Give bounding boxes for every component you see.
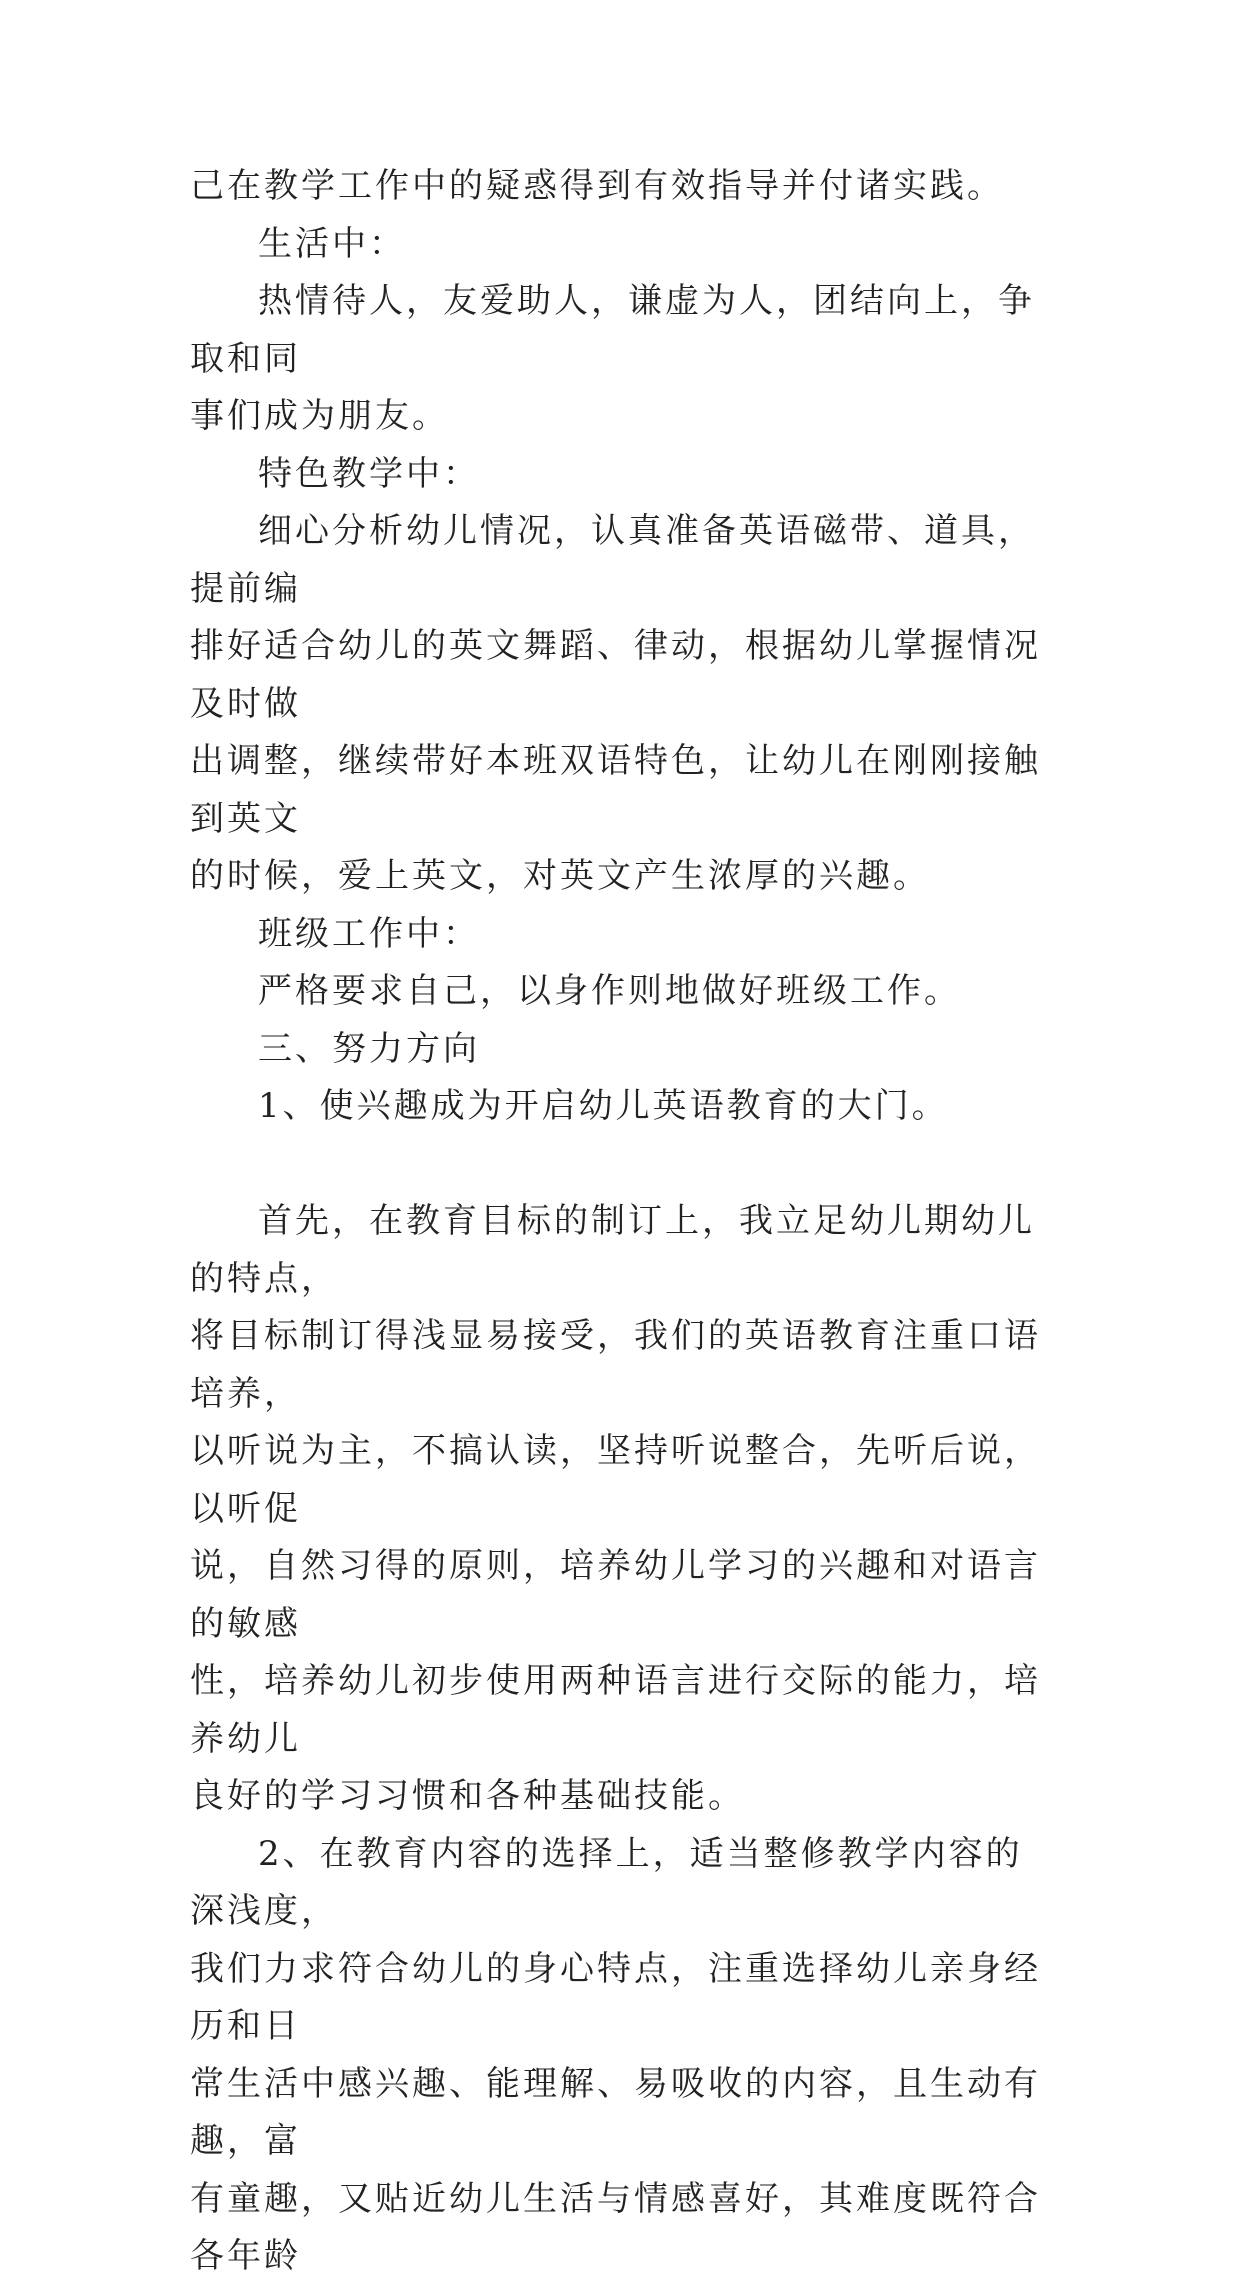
text-line: 常生活中感兴趣、能理解、易吸收的内容，且生动有趣，富 — [190, 2063, 1041, 2161]
text-line: 出调整，继续带好本班双语特色，让幼儿在刚刚接触到英文 — [190, 741, 1041, 839]
text-line: 己在教学工作中的疑惑得到有效指导并付诸实践。 — [190, 166, 1004, 206]
paragraph-life — [190, 273, 1050, 446]
text-line: 排好适合幼儿的英文舞蹈、律动，根据幼儿掌握情况及时做 — [190, 626, 1041, 724]
text-line: 班级工作中： — [258, 913, 480, 954]
text-line: 我们力求符合幼儿的身心特点，注重选择幼儿亲身经历和日 — [190, 1948, 1041, 2046]
text-line: 性，培养幼儿初步使用两种语言进行交际的能力，培养幼儿 — [190, 1661, 1041, 1759]
heading-class-work — [190, 906, 1050, 964]
section-heading-direction — [190, 1021, 1050, 1079]
text-line: 生活中： — [258, 223, 406, 264]
text-line: 良好的学习习惯和各种基础技能。 — [190, 1776, 745, 1816]
text-line: 以听说为主，不搞认读，坚持听说整合，先听后说，以听促 — [190, 1431, 1041, 1529]
text-line: 的时候，爱上英文，对英文产生浓厚的兴趣。 — [190, 856, 930, 896]
paragraph-goals — [190, 1193, 1050, 1826]
text-line: 2、在教育内容的选择上，适当整修教学内容的深浅度， — [190, 1833, 1023, 1931]
paragraph-1 — [190, 158, 1050, 216]
text-line: 严格要求自己，以身作则地做好班级工作。 — [258, 971, 961, 1011]
text-line: 特色教学中： — [258, 453, 480, 494]
paragraph-content-selection — [190, 1826, 1050, 2286]
heading-life — [190, 216, 1050, 274]
text-line: 说，自然习得的原则，培养幼儿学习的兴趣和对语言的敏感 — [190, 1546, 1041, 1644]
document-body — [190, 158, 1050, 2286]
text-line: 热情待人，友爱助人，谦虚为人，团结向上，争取和同 — [190, 281, 1035, 379]
text-line: 有童趣，又贴近幼儿生活与情感喜好，其难度既符合各年龄 — [190, 2178, 1041, 2276]
text-line: 三、努力方向 — [258, 1028, 480, 1069]
item-heading-1 — [190, 1078, 1050, 1136]
heading-special-teaching — [190, 446, 1050, 504]
paragraph-special-teaching — [190, 503, 1050, 906]
text-line: 事们成为朋友。 — [190, 396, 449, 436]
text-line: 将目标制订得浅显易接受，我们的英语教育注重口语培养， — [190, 1316, 1041, 1414]
blank-line — [190, 1136, 1050, 1194]
text-line: 1、使兴趣成为开启幼儿英语教育的大门。 — [258, 1086, 949, 1126]
text-line: 首先，在教育目标的制订上，我立足幼儿期幼儿的特点， — [190, 1201, 1035, 1299]
text-line: 细心分析幼儿情况，认真准备英语磁带、道具，提前编 — [190, 511, 1035, 609]
paragraph-class-work — [190, 963, 1050, 1021]
